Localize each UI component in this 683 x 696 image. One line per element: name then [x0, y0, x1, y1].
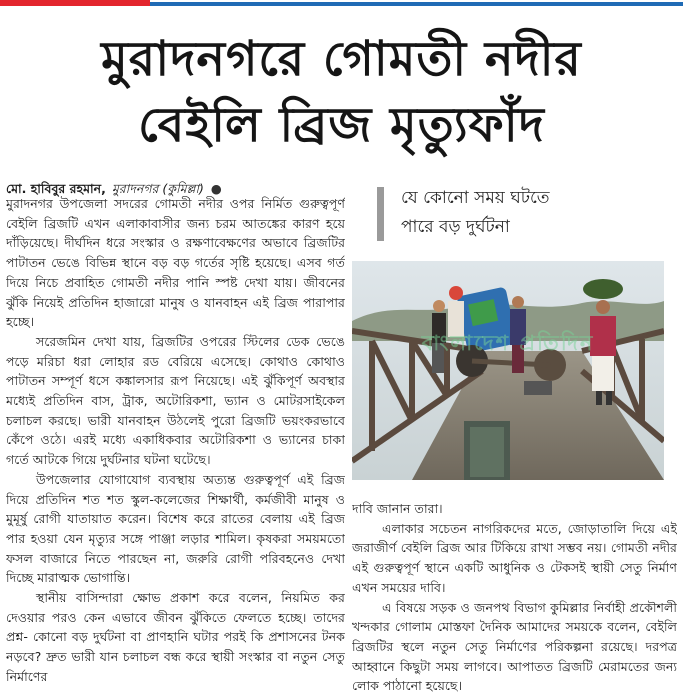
top-bar-red-segment: [0, 0, 150, 6]
byline-dot-icon: ●: [210, 181, 222, 196]
article-body-left-column: [6, 194, 345, 694]
pull-quote-line-1: যে কোনো সময় ঘটতে: [401, 188, 550, 208]
paragraph: দাবি জানান তারা।: [352, 501, 443, 516]
pull-quote-bar: [377, 187, 384, 241]
top-color-bar: [0, 0, 683, 8]
bridge-photo-illustration: [352, 261, 664, 480]
paragraph: উপজেলার যোগাযোগ ব্যবস্থায় অত্যন্ত গুরুত্বপূর্ণ এই ব্রিজ দিয়ে প্রতিদিন শত শত স্কুল-কলেজের শিক্ষার্থী, কর্মজীবী মানুষ ও মুমূর্ষু রোগী যাতায়াত করেন। বিশেষ করে রাতের বেলায় এই ব্রিজ পার হওয়া যেন মৃত্যুর সঙ্গে পাঞ্জা লড়ার শামিল। কৃষকরা সময়মতো ফসল বাজারে নিতে পারছেন না, জরুরি রোগী পরিবহনেও দেখা দিচ্ছে মারাত্মক ভোগান্তি।: [6, 471, 345, 586]
paragraph: এ বিষয়ে সড়ক ও জনপথ বিভাগ কুমিল্লার নির্বাহী প্রকৌশলী খন্দকার গোলাম মোস্তফা দৈনিক আমাদের সময়কে বলেন, বেইলি ব্রিজটির স্থলে নতুন সেতু নির্মাণের পরিকল্পনা রয়েছে। দরপত্র আহ্বানে কিছুটা সময় লাগবে। আপাতত ব্রিজটি মেরামতের জন্য লোক পাঠানো হয়েছে।: [352, 599, 677, 694]
headline-line-2: বেইলি ব্রিজ মৃত্যুফাঁদ: [138, 97, 545, 153]
paragraph: সরেজমিন দেখা যায়, ব্রিজটির ওপরের স্টিলের ডেক ভেঙে পড়ে মরিচা ধরা লোহার রড বেরিয়ে এসেছে। কোথাও কোথাও পাটাতন সম্পূর্ণ ধসে কঙ্কালসার রূপ নিয়েছে। এই ঝুঁকিপূর্ণ অবস্থার মধ্যেই প্রতিদিন বাস, ট্রাক, অটোরিকশা, ভ্যান ও মোটরসাইকেল চলাচল করছে। ভারী যানবাহন উঠলেই পুরো ব্রিজটি ভয়ংকরভাবে কেঁপে ওঠে। এরই মধ্যে একাধিকবার অটোরিকশা ও ভ্যানের চাকা গর্তে আটকে গিয়ে দুর্ঘটনার ঘটনা ঘটেছে।: [6, 333, 345, 468]
pull-quote: [377, 184, 673, 244]
paragraph: মুরাদনগর উপজেলা সদরের গোমতী নদীর ওপর নির্মিত গুরুত্বপূর্ণ বেইলি ব্রিজটি এখন এলাকাবাসীর জন্য চরম আতঙ্কের কারণ হয়ে দাঁড়িয়েছে। দীর্ঘদিন ধরে সংস্কার ও রক্ষণাবেক্ষণের অভাবে ব্রিজটির পাটাতন ভেঙে বিভিন্ন স্থানে বড় বড় গর্তের সৃষ্টি হয়েছে। এসব গর্ত দিয়ে নিচে প্রবাহিত গোমতী নদীর পানি স্পষ্ট দেখা যায়। জীবনের ঝুঁকি নিয়েই প্রতিদিন হাজারো মানুষ ও যানবাহন এই ব্রিজ পারাপার হচ্ছে।: [6, 196, 345, 330]
headline: [0, 26, 683, 158]
headline-line-1: মুরাদনগরে গোমতী নদীর: [101, 31, 582, 87]
news-photo: [352, 261, 664, 480]
pull-quote-text: [401, 184, 673, 242]
byline-place: মুরাদনগর (কুমিল্লা): [111, 181, 204, 196]
article-body-right-column: [352, 499, 677, 694]
photo-watermark: বাংলাদেশ প্রতিদিন: [421, 331, 595, 355]
pull-quote-line-2: পারে বড় দুর্ঘটনা: [401, 217, 510, 237]
byline-author: মো. হাবিবুর রহমান,: [6, 181, 106, 196]
paragraph: স্থানীয় বাসিন্দারা ক্ষোভ প্রকাশ করে বলেন, নিয়মিত কর দেওয়ার পরও কেন এভাবে জীবন ঝুঁকিতে ফেলতে হচ্ছে। তাদের প্রশ্ন- কোনো বড় দুর্ঘটনা বা প্রাণহানি ঘটার পরই কি প্রশাসনের টনক নড়বে? দ্রুত ভারী যান চলাচল বন্ধ করে স্থায়ী সংস্কার বা নতুন সেতু নির্মাণের: [6, 590, 345, 684]
paragraph: এলাকার সচেতন নাগরিকদের মতে, জোড়াতালি দিয়ে এই জরাজীর্ণ বেইলি ব্রিজ আর টিকিয়ে রাখা সম্ভব নয়। গোমতী নদীর এই গুরুত্বপূর্ণ স্থানে একটি আধুনিক ও টেকসই স্থায়ী সেতু নির্মাণ এখন সময়ের দাবি।: [352, 520, 677, 595]
top-bar-blue-segment: [150, 2, 683, 6]
